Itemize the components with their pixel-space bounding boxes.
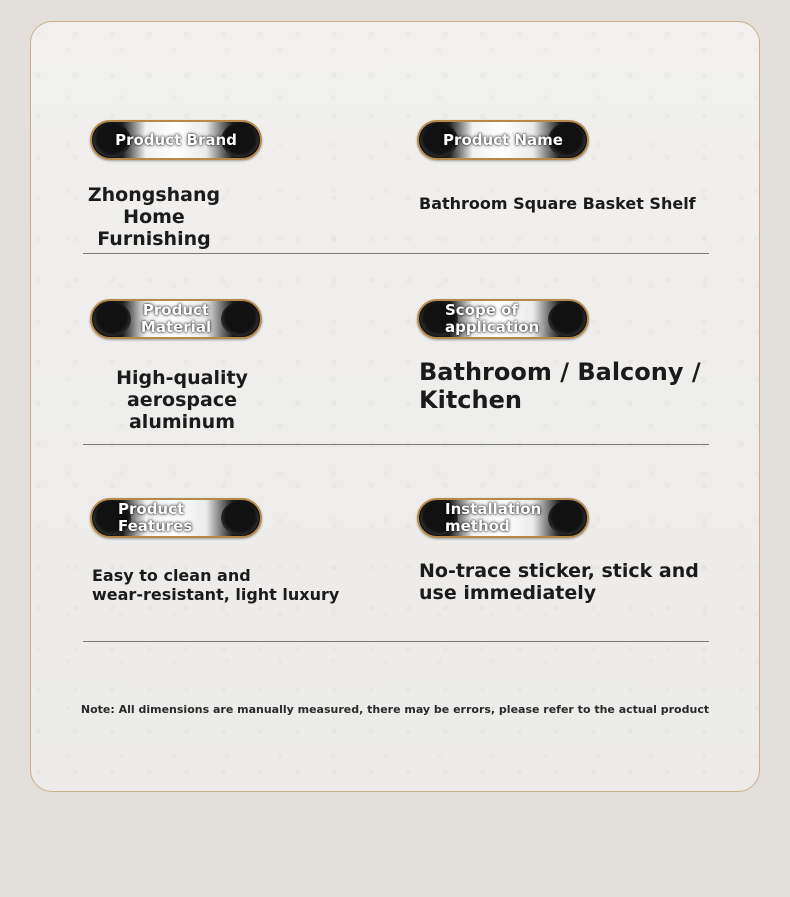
row-divider: [83, 253, 709, 254]
label-scope-of-application: [439, 301, 567, 337]
value-line1: Easy to clean and: [92, 566, 251, 585]
label-product-features: [112, 500, 240, 536]
row-divider: [83, 444, 709, 445]
label-badge-product-name: [417, 120, 589, 160]
label-badge-scope-of-application: [417, 299, 589, 339]
value-line2: Kitchen: [419, 386, 522, 414]
value-product-name: Bathroom Square Basket Shelf: [419, 194, 696, 213]
value-product-brand: [73, 184, 235, 250]
label-product-name: Product Name: [443, 130, 563, 149]
label-line1: Product: [142, 301, 210, 319]
label-line1: Scope of: [445, 301, 518, 319]
label-line1: Installation: [445, 500, 542, 518]
value-product-brand-line2: Home Furnishing: [97, 206, 211, 250]
spec-card: [30, 21, 760, 792]
label-line2: application: [445, 318, 540, 336]
value-line2: use immediately: [419, 582, 597, 604]
value-line2: aerospace aluminum: [126, 389, 237, 433]
label-line2: Features: [118, 517, 193, 535]
label-product-brand: Product Brand: [115, 130, 237, 149]
row-divider: [83, 641, 709, 642]
value-product-features: [92, 566, 339, 604]
label-badge-product-brand: [90, 120, 262, 160]
value-scope-of-application: [419, 358, 701, 414]
label-badge-installation-method: [417, 498, 589, 538]
label-badge-product-material: [90, 299, 262, 339]
value-product-material: [71, 367, 293, 433]
label-badge-product-features: [90, 498, 262, 538]
label-line1: Product: [118, 500, 185, 518]
value-line1: Bathroom / Balcony /: [419, 358, 701, 386]
value-product-brand-line1: Zhongshang: [87, 184, 221, 206]
value-line1: No-trace sticker, stick and: [419, 560, 699, 582]
label-line2: Material: [140, 318, 212, 336]
label-line2: method: [445, 517, 510, 535]
disclaimer-note: Note: All dimensions are manually measured, there may be errors, please refer to the actual product: [80, 703, 710, 716]
label-product-material: [112, 301, 240, 337]
value-installation-method: [419, 560, 699, 604]
label-installation-method: [439, 500, 567, 536]
value-line2: wear-resistant, light luxury: [92, 585, 340, 604]
value-line1: High-quality: [116, 367, 248, 389]
